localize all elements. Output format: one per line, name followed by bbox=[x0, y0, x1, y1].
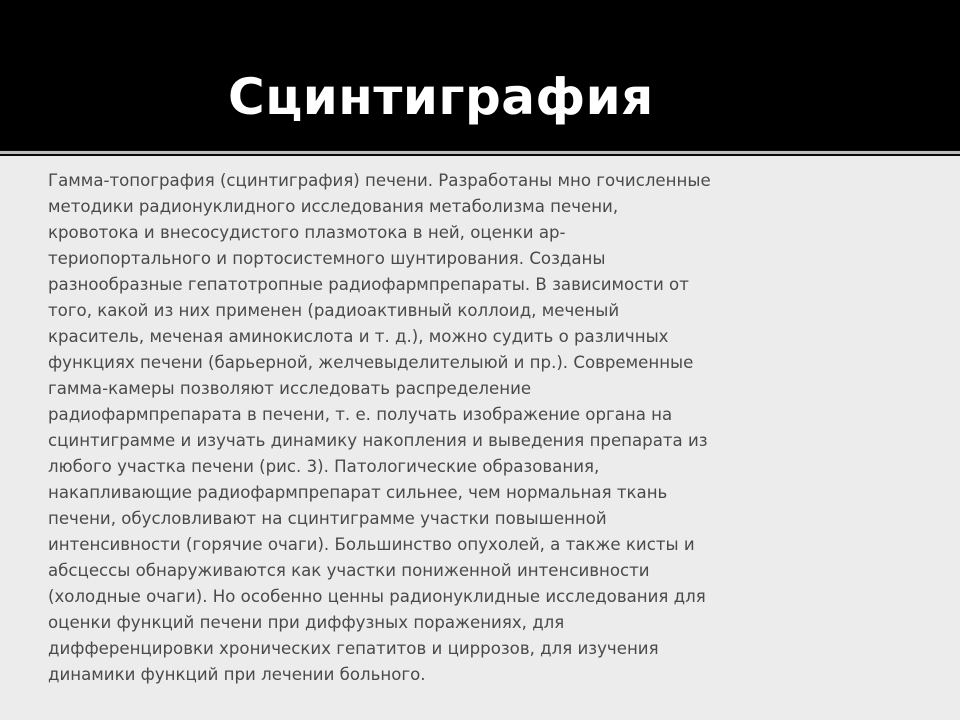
body-paragraph bbox=[48, 168, 928, 688]
body-line: сцинтиграмме и изучать динамику накопления и выведения препарата из bbox=[48, 431, 708, 450]
body-line: динамики функций при лечении больного. bbox=[48, 665, 426, 684]
title-band bbox=[0, 0, 960, 150]
content-area bbox=[0, 156, 960, 720]
body-line: функциях печени (барьерной, желчевыделителыюй и пр.). Современные bbox=[48, 353, 694, 372]
slide-title: Сцинтиграфия bbox=[228, 68, 654, 126]
body-line: гамма-камеры позволяют исследовать распределение bbox=[48, 379, 532, 398]
body-line: Гамма-топография (сцинтиграфия) печени. Разработаны мно гочисленные bbox=[48, 171, 711, 190]
body-line: радиофармпрепарата в печени, т. е. получать изображение органа на bbox=[48, 405, 673, 424]
body-line: (холодные очаги). Но особенно ценны радионуклидные исследования для bbox=[48, 587, 706, 606]
body-line: кровотока и внесосудистого плазмотока в ней, оценки ар- bbox=[48, 223, 566, 242]
body-line: териопортального и портосистемного шунтирования. Созданы bbox=[48, 249, 606, 268]
body-line: разнообразные гепатотропные радиофармпрепараты. В зависимости от bbox=[48, 275, 689, 294]
body-line: печени, обусловливают на сцинтиграмме участки повышенной bbox=[48, 509, 607, 528]
body-line: оценки функций печени при диффузных поражениях, для bbox=[48, 613, 565, 632]
body-line: краситель, меченая аминокислота и т. д.), можно судить о различных bbox=[48, 327, 669, 346]
body-line: интенсивности (горячие очаги). Большинство опухолей, а также кисты и bbox=[48, 535, 695, 554]
body-line: любого участка печени (рис. 3). Патологические образования, bbox=[48, 457, 600, 476]
body-line: абсцессы обнаруживаются как участки пониженной интенсивности bbox=[48, 561, 650, 580]
body-line: дифференцировки хронических гепатитов и циррозов, для изучения bbox=[48, 639, 659, 658]
body-line: методики радионуклидного исследования метаболизма печени, bbox=[48, 197, 619, 216]
body-line: накапливающие радиофармпрепарат сильнее, чем нормальная ткань bbox=[48, 483, 668, 502]
body-line: того, какой из них применен (радиоактивный коллоид, меченый bbox=[48, 301, 620, 320]
title-divider bbox=[0, 151, 960, 154]
